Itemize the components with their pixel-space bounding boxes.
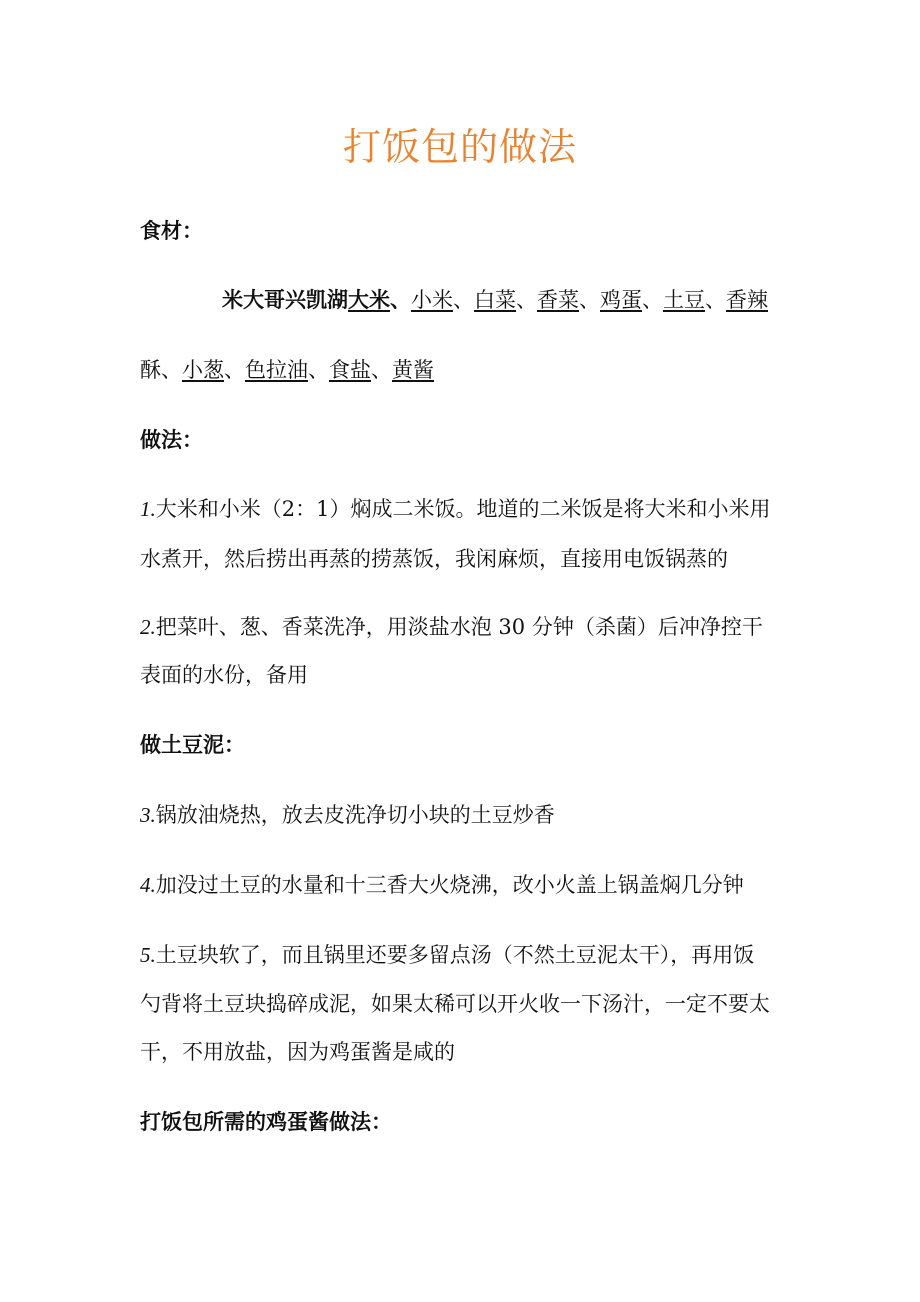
step-line xyxy=(140,494,800,524)
separator: 、 xyxy=(516,288,537,312)
separator: 、 xyxy=(705,288,726,312)
ingredient-item: 香菜 xyxy=(537,288,579,312)
ingredient-brand: 米大哥兴凯湖 xyxy=(222,288,348,312)
ingredient-item: 色拉油 xyxy=(245,358,308,382)
step-line: 水煮开，然后捞出再蒸的捞蒸饭，我闲麻烦，直接用电饭锅蒸的 xyxy=(140,547,728,571)
separator: 、 xyxy=(308,358,329,382)
ingredient-item: 酥 xyxy=(140,358,161,382)
ingredient-item: 香辣 xyxy=(726,288,768,312)
step-text: 把菜叶、葱、香菜洗净，用淡盐水泡 30 分钟（杀菌）后冲净控干 xyxy=(155,615,763,639)
ingredient-item: 白菜 xyxy=(474,288,516,312)
ingredient-item: 土豆 xyxy=(663,288,705,312)
separator: 、 xyxy=(390,288,411,312)
step-number: 3. xyxy=(140,803,156,827)
separator: 、 xyxy=(371,358,392,382)
separator: 、 xyxy=(579,288,600,312)
ingredient-item: 大米 xyxy=(348,288,390,312)
ingredient-item: 黄酱 xyxy=(392,358,434,382)
ingredient-item: 食盐 xyxy=(329,358,371,382)
step-number: 2. xyxy=(140,615,156,639)
page-title: 打饭包的做法 xyxy=(342,125,577,169)
ingredient-item: 小米 xyxy=(411,288,453,312)
ingredient-item: 小葱 xyxy=(182,358,224,382)
step-line xyxy=(140,940,800,970)
ingredients-line-2 xyxy=(140,355,800,385)
step-line: 干，不用放盐，因为鸡蛋酱是咸的 xyxy=(140,1040,455,1064)
step-number: 5. xyxy=(140,943,156,967)
step-text: 土豆块软了，而且锅里还要多留点汤（不然土豆泥太干），再用饭 xyxy=(155,943,755,967)
method-heading: 做法： xyxy=(140,428,203,452)
separator: 、 xyxy=(224,358,245,382)
ingredients-line-1 xyxy=(222,285,802,315)
egg-sauce-heading: 打饭包所需的鸡蛋酱做法： xyxy=(140,1110,392,1134)
ingredients-heading: 食材： xyxy=(140,219,203,243)
step-line xyxy=(140,612,800,642)
step-number: 1. xyxy=(140,497,156,521)
separator: 、 xyxy=(642,288,663,312)
separator: 、 xyxy=(453,288,474,312)
ingredient-item: 鸡蛋 xyxy=(600,288,642,312)
step-text: 加没过土豆的水量和十三香大火烧沸，改小火盖上锅盖焖几分钟 xyxy=(155,873,744,897)
step-line xyxy=(140,870,800,900)
separator: 、 xyxy=(161,358,182,382)
step-number: 4. xyxy=(140,873,156,897)
step-line: 表面的水份，备用 xyxy=(140,663,308,687)
step-line: 勺背将土豆块捣碎成泥，如果太稀可以开火收一下汤汁，一定不要太 xyxy=(140,992,770,1016)
step-text: 锅放油烧热，放去皮洗净切小块的土豆炒香 xyxy=(155,803,555,827)
potato-heading: 做土豆泥： xyxy=(140,733,245,757)
step-text: 大米和小米（2：1）焖成二米饭。地道的二米饭是将大米和小米用 xyxy=(155,497,771,521)
step-line xyxy=(140,800,800,830)
